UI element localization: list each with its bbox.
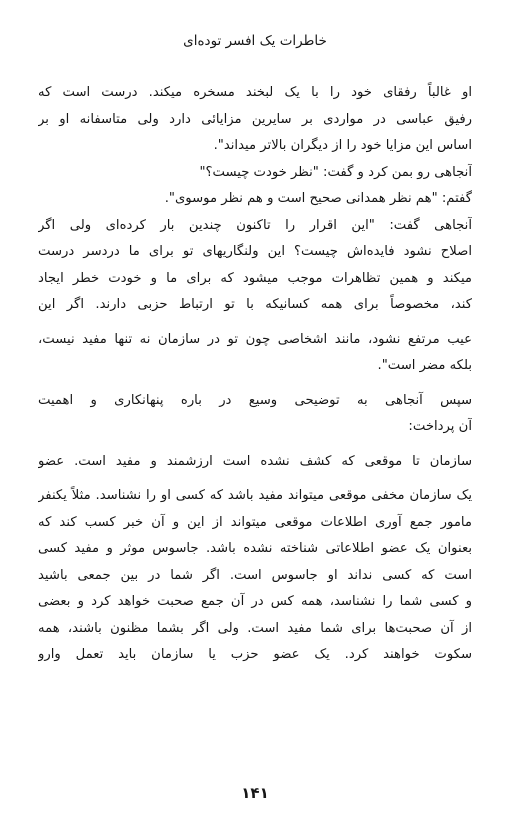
text-line: و کسی شما را نشناسد، همه کس در آن جمع صحبت خواهد کرد و بعضی bbox=[38, 594, 472, 609]
text-line: است که کسی نداند او جاسوس است. اگر شما در بین جمعی باشید bbox=[38, 567, 472, 583]
text-line: گفتم: "هم نظر همدانی صحیح است و هم نظر موسوی". bbox=[164, 191, 472, 206]
text-line: مامور جمع آوری اطلاعات موقعی میتواند از این و آن خبر کسب کند که bbox=[38, 514, 472, 530]
text-line: رفیق عباسی در مواردی بر سایرین مزایائی دارد ولی متاسفانه او بر bbox=[38, 111, 472, 127]
text-line: سازمان تا موقعی که کشف نشده است ارزشمند و مفید است. عضو bbox=[38, 453, 472, 469]
text-line: سکوت خواهند کرد. یک عضو حزب یا سازمان باید تعمل وارو bbox=[38, 647, 472, 662]
text-line: آنجاهی گفت: "این اقرار را تاکنون چندین بار کرده‌ای ولی اگر bbox=[38, 217, 472, 233]
text-line: سپس آنجاهی به توضیحی وسیع در باره پنهانکاری و اهمیت bbox=[38, 392, 472, 408]
text-line: اساس این مزایا خود را از دیگران بالاتر میداند". bbox=[213, 138, 472, 153]
text-line: اصلاح نشود فایده‌اش چیست؟ این ولنگاریهای تو برای ما دردسر درست bbox=[38, 244, 472, 259]
page-number: ۱۴۱ bbox=[241, 784, 269, 802]
running-header: خاطرات یک افسر توده‌ای bbox=[183, 33, 327, 49]
text-line: بعنوان یک عضو اطلاعاتی شناخته نشده باشد. جاسوس موثر و مفید کسی bbox=[38, 541, 472, 556]
text-line: او غالباً رفقای خود را با یک لبخند مسخره میکند. درست است که bbox=[38, 85, 472, 100]
text-line: آنجاهی رو بمن کرد و گفت: "نظر خودت چیست؟" bbox=[199, 164, 472, 180]
text-line: میکند و همین تظاهرات موجب میشود که برای ما و خودت خطر ایجاد bbox=[38, 270, 472, 286]
text-line: یک سازمان مخفی موقعی میتواند مفید باشد که کسی او را نشناسد. مثلاً یکنفر bbox=[38, 488, 472, 503]
body-text bbox=[38, 80, 472, 669]
text-line: کند، مخصوصاً برای همه کسانیکه با تو ارتباط حزبی دارند. اگر این bbox=[38, 297, 472, 312]
text-line: آن پرداخت: bbox=[408, 419, 472, 434]
text-line: عیب مرتفع نشود، مانند اشخاصی چون تو در سازمان نه تنها مفید نیست، bbox=[38, 331, 472, 347]
text-line: از آن صحبت‌ها برای شما مفید است. ولی اگر بشما مظنون باشند، همه bbox=[38, 620, 472, 636]
text-line: بلکه مضر است". bbox=[377, 358, 472, 373]
